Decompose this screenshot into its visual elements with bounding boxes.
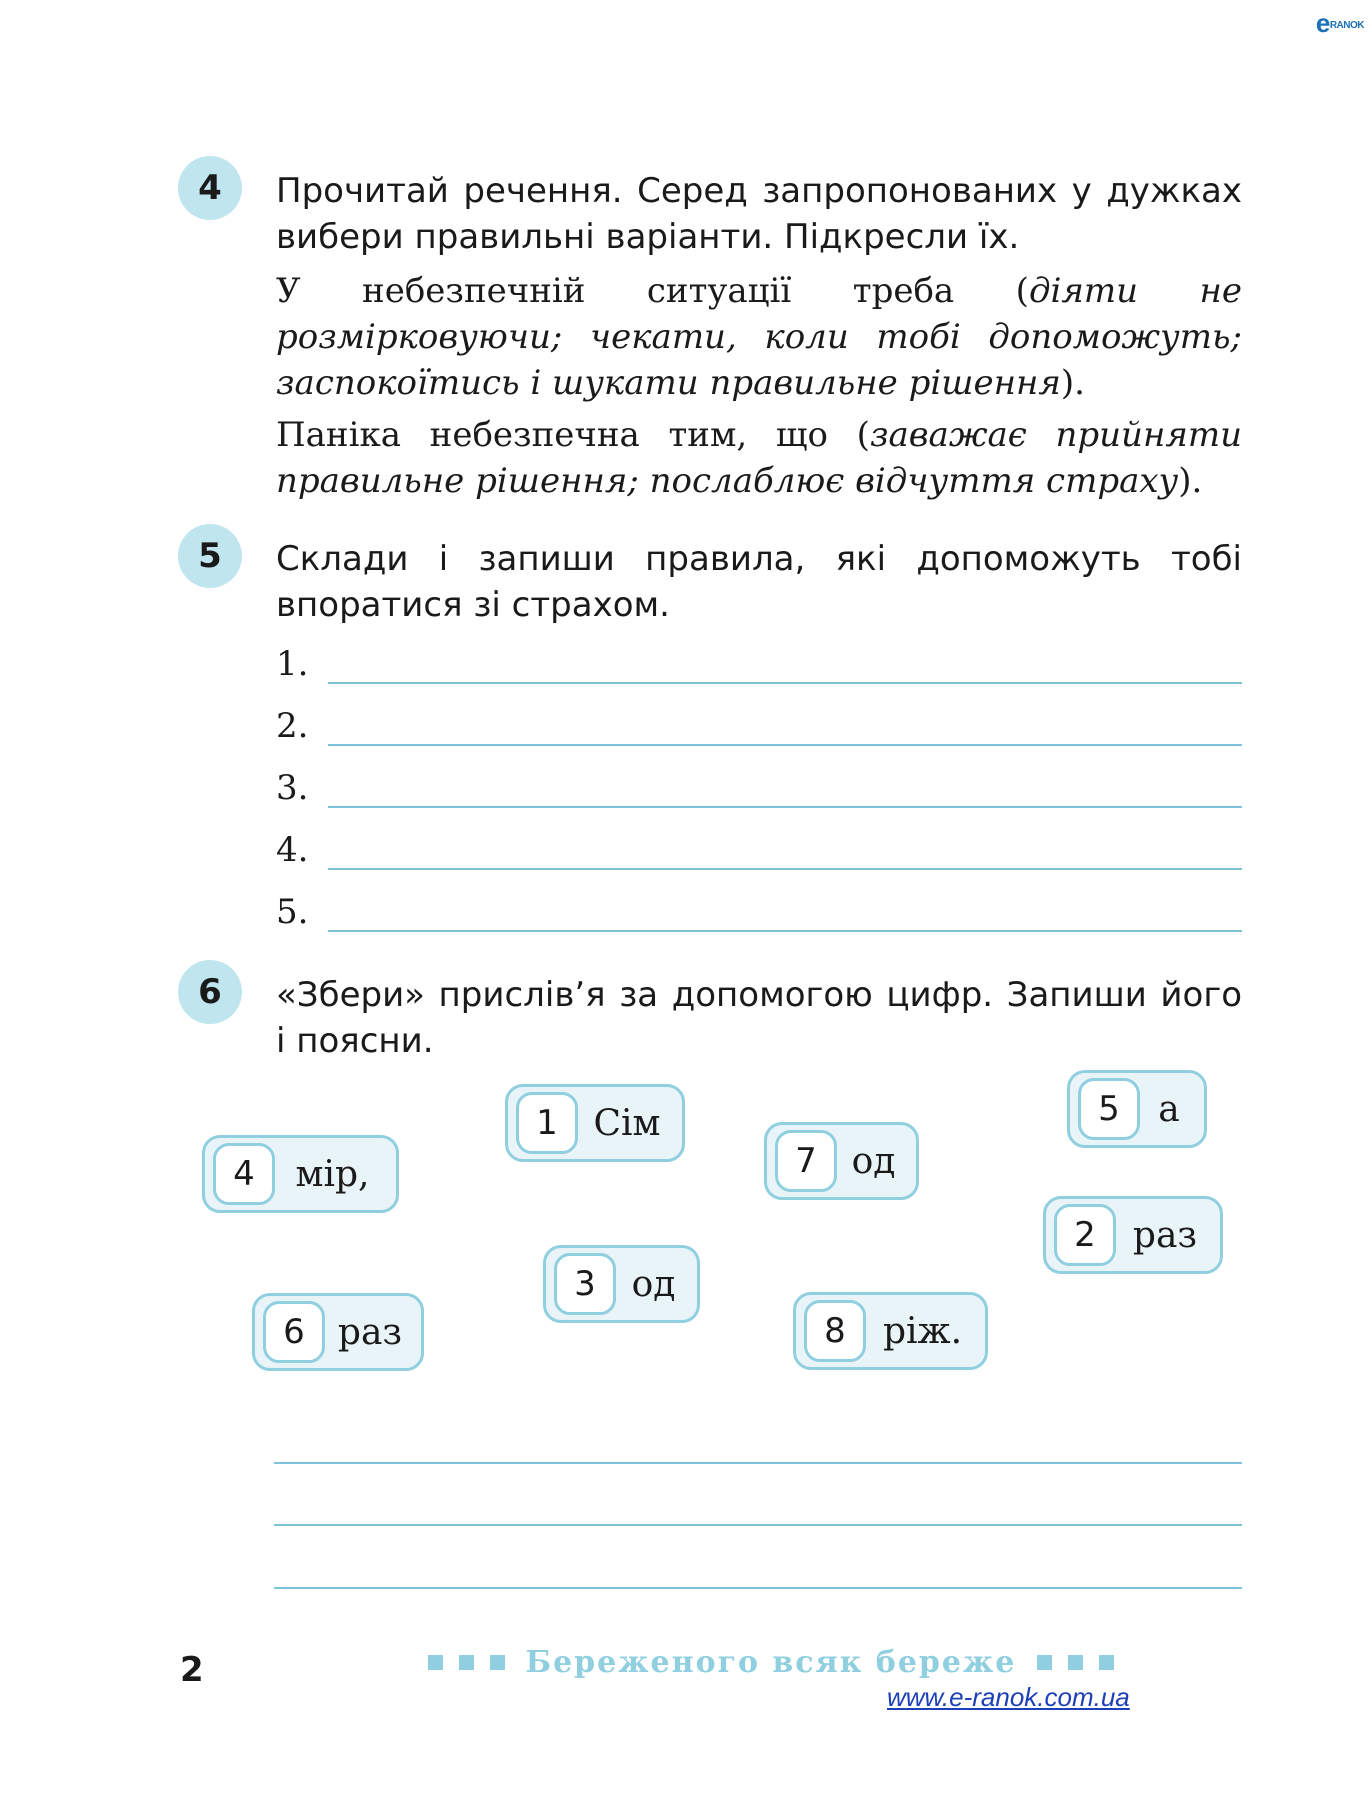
word-card-word: ріж. [882,1310,963,1352]
word-card[interactable] [543,1245,700,1323]
logo-letter: e [1315,8,1330,38]
word-card[interactable] [793,1292,988,1370]
footer-square-icon [1037,1655,1052,1670]
answer-line-label: 1. [276,644,309,684]
page-number: 2 [180,1650,204,1690]
task-4-number-badge: 4 [178,156,242,220]
task-6-number-badge: 6 [178,960,242,1024]
answer-line[interactable] [328,682,1242,684]
footer-title-bar [420,1645,1122,1680]
answer-line[interactable] [328,930,1242,932]
word-card-word: од [851,1140,896,1182]
answer-line-label: 3. [276,768,309,808]
word-card[interactable] [252,1293,424,1371]
word-card-number: 3 [554,1253,616,1315]
answer-line[interactable] [274,1524,1242,1526]
website-link[interactable]: www.e-ranok.com.ua [887,1682,1130,1712]
word-card-word: мір, [295,1153,370,1195]
footer-square-icon [1068,1655,1083,1670]
word-card[interactable] [1043,1196,1223,1274]
task-4-sentence-2 [276,412,1242,504]
footer-square-icon [428,1655,443,1670]
word-card-number: 5 [1078,1078,1140,1140]
answer-line[interactable] [274,1462,1242,1464]
answer-line-label: 4. [276,830,309,870]
answer-line-label: 2. [276,706,309,746]
answer-line[interactable] [328,806,1242,808]
sentence-2-suffix: ). [1178,461,1203,501]
sentence-2-prefix: Паніка небезпечна тим, що ( [276,415,870,455]
word-card[interactable] [202,1135,399,1213]
task-5-instruction: Склади і запиши правила, які допоможуть тобі впоратися зі страхом. [276,539,1242,625]
answer-line[interactable] [328,744,1242,746]
task-4-sentence-1 [276,268,1242,406]
word-card-word: а [1158,1088,1180,1130]
word-card-number: 1 [516,1092,578,1154]
word-card-word: раз [337,1311,403,1353]
word-card-number: 7 [775,1130,837,1192]
sentence-1-suffix: ). [1060,363,1085,403]
answer-line[interactable] [328,868,1242,870]
publisher-logo [1316,8,1364,39]
answer-line-label: 5. [276,892,309,932]
sentence-1-options: діяти не розмірковуючи; чекати, коли тобі допоможуть; заспокоїтись і шукати правильне рішення [276,271,1242,403]
word-card-number: 8 [804,1300,866,1362]
word-card[interactable] [1067,1070,1207,1148]
answer-line[interactable] [274,1587,1242,1589]
word-card[interactable] [505,1084,685,1162]
word-card[interactable] [764,1122,919,1200]
sentence-1-prefix: У небезпечній ситуації треба ( [276,271,1029,311]
footer-square-icon [1099,1655,1114,1670]
footer-square-icon [459,1655,474,1670]
sentence-2-options: заважає прийняти правильне рішення; послаблює відчуття страху [276,415,1242,501]
word-card-word: раз [1132,1214,1198,1256]
word-card-word: Сім [593,1102,661,1144]
word-card-number: 4 [213,1143,275,1205]
logo-text: RANOK [1329,20,1364,31]
task-4-instruction: Прочитай речення. Серед запропонованих у дужках вибери правильні варіанти. Підкресли їх. [276,171,1242,257]
footer-title: Береженого всяк береже [525,1645,1017,1680]
word-card-number: 2 [1054,1204,1116,1266]
task-6-instruction: «Збери» прислів’я за допомогою цифр. Запиши його і поясни. [276,975,1242,1061]
word-card-word: од [631,1263,676,1305]
word-card-number: 6 [263,1301,325,1363]
task-5-number-badge: 5 [178,524,242,588]
footer-square-icon [490,1655,505,1670]
